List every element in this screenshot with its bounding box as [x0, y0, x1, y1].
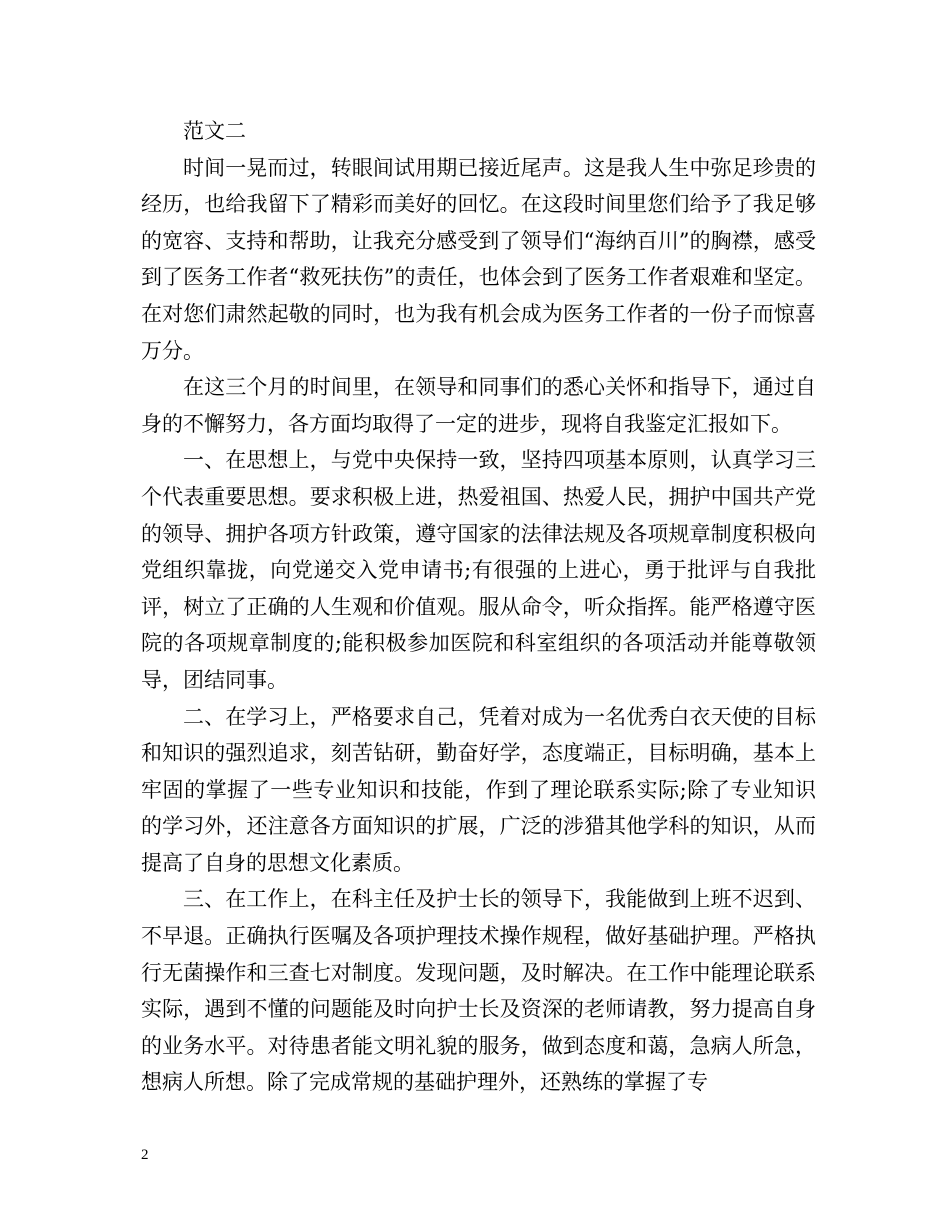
paragraph-study: 二、在学习上，严格要求自己，凭着对成为一名优秀白衣天使的目标和知识的强烈追求，刻苦钻研，勤奋好学，态度端正，目标明确，基本上牢固的掌握了一些专业知识和技能，作到了理论联系实际;除了专业知识的学习外，还注意各方面知识的扩展，广泛的涉猎其他学科的知识，从而提高了自身的思想文化素质。	[141, 704, 816, 875]
page-number: 2	[141, 1147, 149, 1163]
paragraph-intro: 时间一晃而过，转眼间试用期已接近尾声。这是我人生中弥足珍贵的经历，也给我留下了精彩而美好的回忆。在这段时间里您们给予了我足够的宽容、支持和帮助，让我充分感受到了领导们“海纳百川”的胸襟，感受到了医务工作者“救死扶伤”的责任，也体会到了医务工作者艰难和坚定。在对您们肃然起敬的同时，也为我有机会成为医务工作者的一份子而惊喜万分。	[141, 155, 816, 363]
document-body	[141, 113, 816, 1101]
paragraph-work: 三、在工作上，在科主任及护士长的领导下，我能做到上班不迟到、不早退。正确执行医嘱及各项护理技术操作规程，做好基础护理。严格执行无菌操作和三查七对制度。发现问题，及时解决。在工作中能理论联系实际，遇到不懂的问题能及时向护士长及资深的老师请教，努力提高自身的业务水平。对待患者能文明礼貌的服务，做到态度和蔼，急病人所急，想病人所想。除了完成常规的基础护理外，还熟练的掌握了专	[141, 887, 816, 1095]
paragraph-ideology: 一、在思想上，与党中央保持一致，坚持四项基本原则，认真学习三个代表重要思想。要求积极上进，热爱祖国、热爱人民，拥护中国共产党的领导、拥护各项方针政策，遵守国家的法律法规及各项规章制度积极向党组织靠拢，向党递交入党申请书;有很强的上进心，勇于批评与自我批评，树立了正确的人生观和价值观。服从命令，听众指挥。能严格遵守医院的各项规章制度的;能积极参加医院和科室组织的各项活动并能尊敬领导，团结同事。	[141, 448, 816, 692]
document-heading: 范文二	[183, 119, 246, 143]
paragraph-summary: 在这三个月的时间里，在领导和同事们的悉心关怀和指导下，通过自身的不懈努力，各方面均取得了一定的进步，现将自我鉴定汇报如下。	[141, 375, 816, 436]
